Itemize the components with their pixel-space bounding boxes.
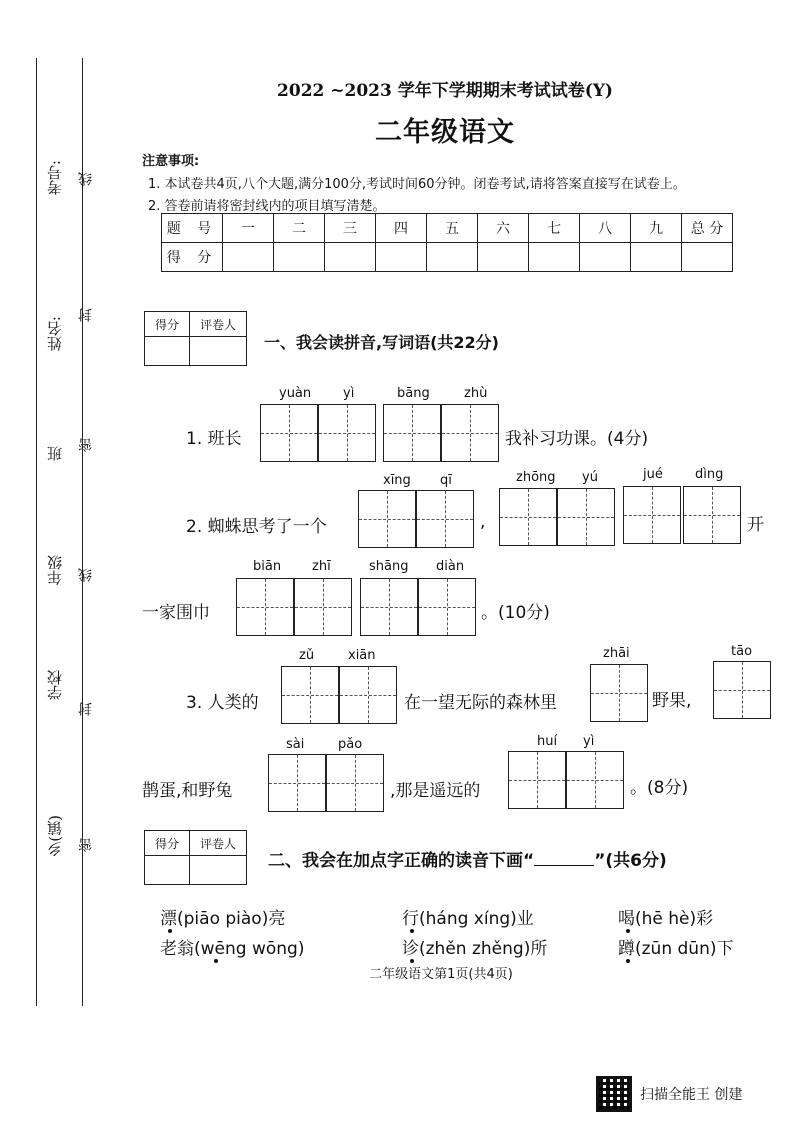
grader-name-cell[interactable]	[190, 337, 247, 366]
question-text: 野果,	[652, 691, 692, 711]
seal-mark: 线	[78, 172, 94, 186]
writing-cell[interactable]	[339, 666, 397, 724]
score-cell[interactable]	[223, 243, 274, 272]
score-cell[interactable]	[325, 243, 376, 272]
score-table-header: 三	[325, 214, 376, 243]
question-text: 1. 班长	[186, 429, 242, 449]
pinyin: biān	[253, 559, 282, 574]
pinyin: pǎo	[338, 737, 363, 752]
grader-score-cell[interactable]	[145, 337, 190, 366]
score-table-header: 一	[223, 214, 274, 243]
pinyin: shāng	[369, 559, 409, 574]
writing-cell[interactable]	[294, 578, 352, 636]
writing-cell[interactable]	[418, 578, 476, 636]
grader-box	[144, 830, 247, 885]
writing-cell[interactable]	[499, 488, 557, 546]
question-text: 2. 蜘蛛思考了一个	[186, 517, 327, 537]
pinyin: jué	[643, 467, 663, 482]
score-cell[interactable]	[631, 243, 682, 272]
page-footer: 二年级语文第1页(共4页)	[369, 967, 513, 982]
field-school: 学校	[46, 670, 64, 700]
writing-cell[interactable]	[358, 490, 416, 548]
pinyin: yú	[582, 470, 598, 485]
writing-cell[interactable]	[260, 404, 318, 462]
score-table-header: 四	[376, 214, 427, 243]
pinyin: huí	[537, 734, 558, 749]
score-table-header: 六	[478, 214, 529, 243]
score-cell[interactable]	[274, 243, 325, 272]
reading-choice[interactable]: 行(háng xíng)业	[402, 909, 534, 929]
question-text: 鹊蛋,和野兔	[142, 781, 233, 801]
field-grade: 年级	[46, 555, 64, 585]
underline-blank	[534, 851, 594, 866]
section2-heading	[268, 846, 667, 871]
writing-cell[interactable]	[590, 664, 648, 722]
pinyin: yuàn	[279, 386, 312, 401]
emphasis-dot	[168, 929, 172, 933]
score-table-header: 八	[580, 214, 631, 243]
binding-line-left	[36, 58, 37, 1006]
pinyin: dìng	[695, 467, 724, 482]
question-text: 。(10分)	[481, 603, 550, 623]
reading-choice[interactable]: 喝(hē hè)彩	[618, 909, 714, 929]
section2-heading-start: 二、我会在加点字正确的读音下画“	[268, 851, 535, 871]
comma: ,	[480, 512, 486, 532]
writing-cell[interactable]	[236, 578, 294, 636]
score-table-header: 七	[529, 214, 580, 243]
question-text: 。(8分)	[630, 778, 689, 798]
pinyin: zhāi	[603, 646, 630, 661]
question-text: 开	[747, 515, 764, 535]
score-cell[interactable]	[376, 243, 427, 272]
score-row-label: 得 分	[162, 243, 223, 272]
writing-cell[interactable]	[360, 578, 418, 636]
writing-cell[interactable]	[508, 751, 566, 809]
writing-cell[interactable]	[416, 490, 474, 548]
reading-choice[interactable]: 漂(piāo piào)亮	[160, 909, 286, 929]
note-item: 1. 本试卷共4页,八个大题,满分100分,考试时间60分钟。闭卷考试,请将答案直接写在试卷上。	[148, 177, 686, 192]
reading-choice[interactable]: 诊(zhěn zhěng)所	[402, 939, 548, 959]
emphasis-dot	[626, 929, 630, 933]
writing-cell[interactable]	[281, 666, 339, 724]
grader-score-cell[interactable]	[145, 856, 190, 885]
pinyin: xīng	[383, 473, 411, 488]
seal-mark: 密	[78, 438, 94, 452]
notes-heading: 注意事项:	[142, 154, 200, 169]
writing-cell[interactable]	[623, 486, 681, 544]
pinyin: sài	[286, 737, 305, 752]
pinyin: qī	[440, 473, 452, 488]
writing-cell[interactable]	[383, 404, 441, 462]
question-text: ,那是遥远的	[390, 781, 481, 801]
grader-box	[144, 311, 247, 366]
pinyin: yì	[343, 386, 355, 401]
binding-line-right	[82, 58, 83, 1006]
writing-cell[interactable]	[318, 404, 376, 462]
grader-label: 评卷人	[190, 831, 247, 856]
writing-cell[interactable]	[268, 754, 326, 812]
grader-name-cell[interactable]	[190, 856, 247, 885]
pinyin: diàn	[436, 559, 465, 574]
seal-mark: 线	[78, 568, 94, 582]
pinyin: zhù	[464, 386, 488, 401]
field-town: 乡(镇)	[46, 815, 64, 857]
section1-heading: 一、我会读拼音,写词语(共22分)	[264, 333, 499, 352]
pinyin: bāng	[397, 386, 430, 401]
writing-cell[interactable]	[557, 488, 615, 546]
exam-title: 2022 ~2023 学年下学期期末考试试卷(Y)	[277, 81, 613, 101]
score-cell[interactable]	[682, 243, 733, 272]
reading-choice[interactable]: 蹲(zūn dūn)下	[618, 939, 734, 959]
scanner-watermark: 扫描全能王 创建	[640, 1087, 743, 1103]
seal-mark: 封	[78, 308, 94, 322]
question-text: 3. 人类的	[186, 693, 259, 713]
field-name: 姓名:	[46, 316, 64, 352]
note-item: 2. 答卷前请将密封线内的项目填写清楚。	[148, 199, 386, 214]
question-text: 一家围巾	[142, 603, 210, 623]
subject-title: 二年级语文	[375, 117, 515, 148]
writing-cell[interactable]	[441, 404, 499, 462]
reading-choice[interactable]: 老翁(wēng wōng)	[160, 939, 305, 959]
pinyin: zhōng	[516, 470, 556, 485]
field-class: 班	[46, 446, 64, 461]
seal-mark: 封	[78, 702, 94, 716]
score-cell[interactable]	[478, 243, 529, 272]
emphasis-dot	[410, 929, 414, 933]
score-table-header: 五	[427, 214, 478, 243]
qr-code-icon	[596, 1076, 632, 1112]
seal-mark: 密	[78, 838, 94, 852]
score-table-header: 题 号	[162, 214, 223, 243]
question-text: 我补习功课。(4分)	[505, 429, 649, 449]
grader-score-label: 得分	[145, 831, 190, 856]
score-cell[interactable]	[580, 243, 631, 272]
section2-heading-end: ”(共6分)	[594, 851, 667, 871]
writing-cell[interactable]	[566, 751, 624, 809]
grader-label: 评卷人	[190, 312, 247, 337]
score-cell[interactable]	[427, 243, 478, 272]
score-table-header: 总 分	[682, 214, 733, 243]
grader-score-label: 得分	[145, 312, 190, 337]
field-exam-number: 考号:	[46, 160, 64, 196]
pinyin: xiān	[348, 648, 376, 663]
writing-cell[interactable]	[713, 661, 771, 719]
score-table-header: 九	[631, 214, 682, 243]
score-table	[161, 213, 733, 272]
writing-cell[interactable]	[683, 486, 741, 544]
pinyin: zhī	[312, 559, 331, 574]
score-table-header: 二	[274, 214, 325, 243]
writing-cell[interactable]	[326, 754, 384, 812]
score-cell[interactable]	[529, 243, 580, 272]
pinyin: tāo	[731, 644, 753, 659]
pinyin: yì	[583, 734, 595, 749]
question-text: 在一望无际的森林里	[404, 693, 557, 713]
pinyin: zǔ	[299, 648, 315, 663]
